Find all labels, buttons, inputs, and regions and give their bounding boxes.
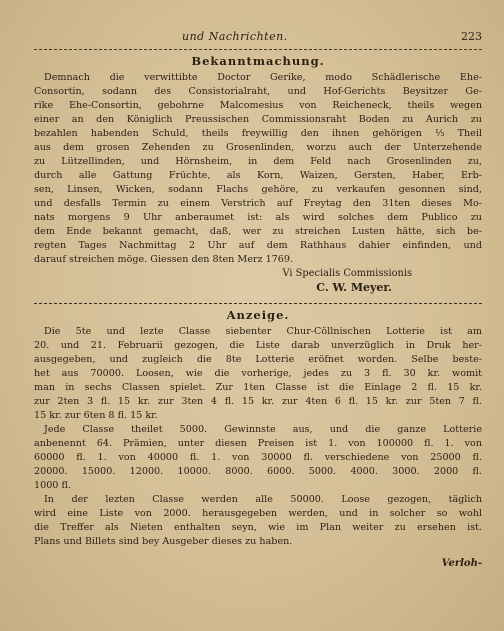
notice-section — [34, 54, 482, 295]
notice-line: nats morgens 9 Uhr anberaumet ist: als wird solches dem Publico zu — [34, 212, 482, 223]
announcement-line: zur 2ten 3 fl. 15 kr. zur 3ten 4 fl. 15 kr. zur 4ten 6 fl. 15 kr. zur 5ten 7 fl. — [34, 396, 482, 407]
announcement-line: man in sechs Classen spielet. Zur 1ten Classe ist die Einlage 2 fl. 15 kr. — [34, 382, 482, 393]
notice-line: einer an den Königlich Preussischen Commissionsraht Boden zu Aurich zu — [34, 114, 482, 125]
announcement-title: Anzeige. — [226, 308, 290, 322]
announcement-line: Jede Classe theilet 5000. Gewinnste aus, und die ganze Lotterie — [44, 424, 482, 435]
announcement-body — [34, 325, 482, 549]
notice-line: sen, Linsen, Wicken, sodann Flachs gehöre, zu verkaufen gesonnen sind, — [34, 184, 482, 195]
announcement-line: anbenennt 64. Prämien, unter diesen Preisen ist 1. von 100000 fl. 1. von — [34, 438, 482, 449]
announcement-line: Plans und Billets sind bey Ausgeber dieses zu haben. — [34, 536, 293, 547]
announcement-line: ausgegeben, und zugleich die 8te Lotterie eröfnet worden. Selbe beste- — [34, 354, 482, 365]
announcement-line: 1000 fl. — [34, 480, 71, 491]
announcement-line: wird eine Liste von 2000. herausgegeben werden, und in solcher so wohl — [34, 508, 482, 519]
announcement-line: In der lezten Classe werden alle 50000. Loose gezogen, täglich — [44, 494, 482, 505]
notice-line: Consortin, sodann des Consistorialraht, und Hof-Gerichts Beysitzer Ge- — [34, 86, 482, 97]
catchword: Verloh- — [441, 558, 482, 569]
commission-line: Vi Specialis Commissionis — [282, 268, 412, 279]
announcement-line: die Treffer als Nieten enthalten seyn, wie im Plan weiter zu ersehen ist. — [34, 522, 482, 533]
notice-line: darauf streichen möge. Giessen den 8ten Merz 1769. — [34, 254, 294, 265]
notice-title: Bekanntmachung. — [191, 54, 325, 68]
announcement-line: 60000 fl. 1. von 40000 fl. 1. von 30000 fl. verschiedene von 25000 fl. — [34, 452, 482, 463]
notice-line: dem Ende bekannt gemacht, daß, wer zu streichen Lusten hätte, sich be- — [34, 226, 482, 237]
notice-line: aus dem grosen Zehenden zu Grosenlinden, worzu auch der Unterzehende — [34, 142, 482, 153]
page-header — [34, 30, 482, 46]
notice-line: bezahlen habenden Schuld, theils freywillig den ihnen gehörigen ⅓ Theil — [34, 128, 482, 139]
notice-signoff — [34, 267, 482, 295]
header-rule — [34, 49, 482, 50]
notice-line: rike Ehe-Consortin, gebohrne Malcomesius von Reicheneck, theils wegen — [34, 100, 482, 111]
section-divider — [34, 303, 482, 304]
notice-line: regten Tages Nachmittag 2 Uhr auf dem Rathhaus dahier einfinden, und — [34, 240, 482, 251]
announcement-line: 20. und 21. Februarii gezogen, die Liste darab unverzüglich in Druk her- — [34, 340, 482, 351]
notice-line: zu Lützellinden, und Hörnsheim, in dem Feld nach Grosenlinden zu, — [34, 156, 482, 167]
announcement-line: 20000. 15000. 12000. 10000. 8000. 6000. 5000. 4000. 3000. 2000 fl. — [34, 466, 482, 477]
signature: C. W. Meyer. — [316, 281, 392, 294]
notice-body — [34, 71, 482, 267]
announcement-line: Die 5te und lezte Classe siebenter Chur-Cöllnischen Lotterie ist am — [44, 326, 482, 337]
page-number: 223 — [461, 30, 482, 43]
running-title: und Nachrichten. — [182, 30, 288, 43]
announcement-line: 15 kr. zur 6ten 8 fl. 15 kr. — [34, 410, 158, 421]
announcement-line: het aus 70000. Loosen, wie die vorherige, jedes zu 3 fl. 30 kr. womit — [34, 368, 482, 379]
notice-line: und desfalls Termin zu einem Verstrich auf Freytag den 31ten dieses Mo- — [34, 198, 482, 209]
announcement-section — [34, 308, 482, 549]
notice-line: durch alle Gattung Früchte, als Korn, Waizen, Gersten, Haber, Erb- — [34, 170, 482, 181]
notice-line: Demnach die verwittibte Doctor Gerike, modo Schädlerische Ehe- — [44, 72, 482, 83]
